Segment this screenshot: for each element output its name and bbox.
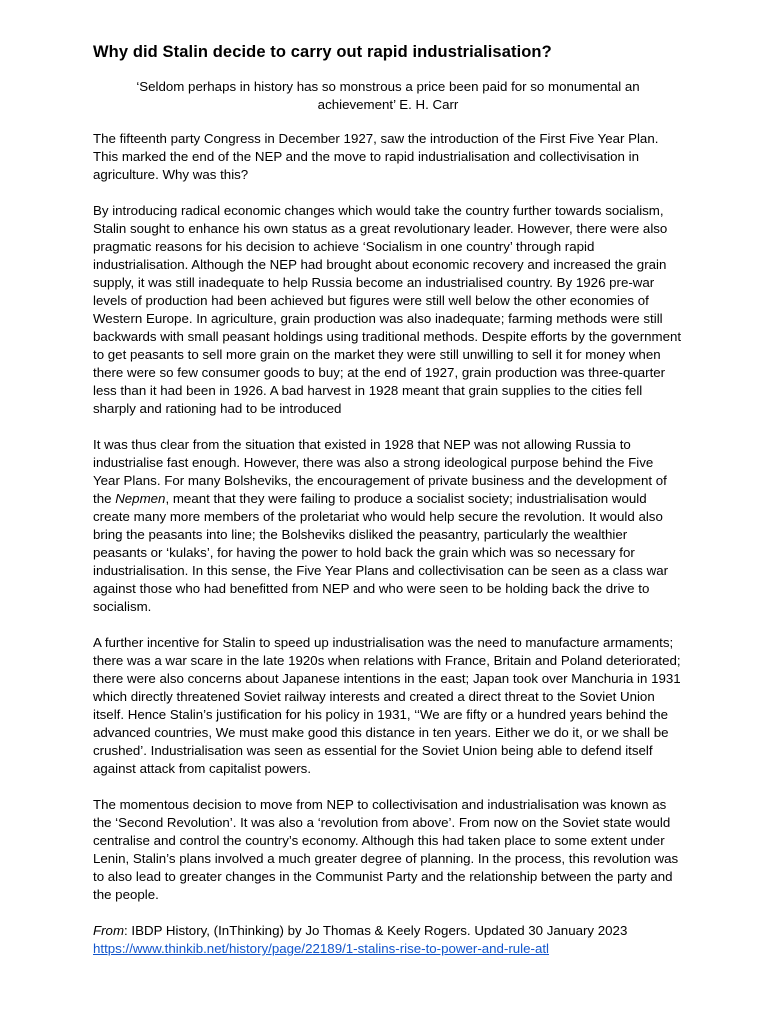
paragraph-ideological-reasons [93, 436, 683, 616]
document-page [93, 40, 683, 958]
source-label: From [93, 923, 125, 938]
source-citation [93, 922, 683, 940]
source-text: : IBDP History, (InThinking) by Jo Thomas & Keely Rogers. Updated 30 January 2023 [124, 923, 628, 938]
paragraph-economic-reasons: By introducing radical economic changes which would take the country further towards socialism, Stalin sought to enhance his own status as a great revolutionary leader. However, there were also pragmatic reasons for his decision to achieve ‘Socialism in one country’ through rapid industrialisation. Although the NEP had brought about economic recovery and increased the grain supply, it was still inadequate to help Russia become an industrialised country. By 1926 pre-war levels of production had been achieved but figures were still well below the other economies of Western Europe. In agriculture, grain production was also inadequate; farming methods were still backwards with small peasant holdings using traditional methods. Despite efforts by the government to get peasants to sell more grain on the market they were still unwilling to sell it for money when there were so few consumer goods to buy; at the end of 1927, grain production was three-quarter less than it had been in 1926. A bad harvest in 1928 meant that grain supplies to the cities fell sharply and rationing had to be introduced [93, 203, 682, 416]
paragraph-second-revolution: The momentous decision to move from NEP to collectivisation and industrialisation was known as the ‘Second Revolution’. It was also a ‘revolution from above’. From now on the Soviet state would centralise and control the country’s economy. Although this had taken place to some extent under Lenin, Stalin’s plans involved a much greater degree of planning. In the process, this revolution was to also lead to greater changes in the Communist Party and the relationship between the party and the people. [93, 797, 679, 902]
paragraph-intro: The fifteenth party Congress in December 1927, saw the introduction of the First Five Year Plan. This marked the end of the NEP and the move to rapid industrialisation and collectivisation in agriculture. Why was this? [93, 131, 659, 182]
paragraph-text: It was thus clear from the situation that existed in 1928 that NEP was not allowing Russia to industrialise fast enough. However, there was also a strong ideological purpose behind the Five Year Plans. For many Bolsheviks, the encouragement of private business and the development of the [93, 437, 667, 506]
paragraph-text: , meant that they were failing to produce a socialist society; industrialisation would create many more members of the proletariat who would help secure the revolution. It would also bring the peasants into line; the Bolsheviks disliked the peasantry, particularly the wealthier peasants or ‘kulaks’, for having the power to hold back the grain which was so necessary for industrialisation. In this sense, the Five Year Plans and collectivisation can be seen as a class war against those who had benefitted from NEP and who were seen to be holding back the drive to socialism. [93, 491, 669, 614]
nepmen-term: Nepmen [115, 491, 166, 506]
document-title: Why did Stalin decide to carry out rapid industrialisation? [93, 43, 552, 61]
paragraph-military-reasons: A further incentive for Stalin to speed up industrialisation was the need to manufacture armaments; there was a war scare in the late 1920s when relations with France, Britain and Poland deteriorated; there were also concerns about Japanese intentions in the east; Japan took over Manchuria in 1931 which directly threatened Soviet railway interests and created a direct threat to the Soviet Union itself. Hence Stalin’s justification for his policy in 1931, ‘‘We are fifty or a hundred years behind the advanced countries, We must make good this distance in ten years. Either we do it, or we shall be crushed’. Industrialisation was seen as essential for the Soviet Union being able to defend itself against attack from capitalist powers. [93, 635, 681, 776]
epigraph-quote: ‘Seldom perhaps in history has so monstrous a price been paid for so monumental an achievement’ E. H. Carr [136, 79, 640, 112]
source-link[interactable]: https://www.thinkib.net/history/page/22189/1-stalins-rise-to-power-and-rule-atl [93, 941, 550, 956]
